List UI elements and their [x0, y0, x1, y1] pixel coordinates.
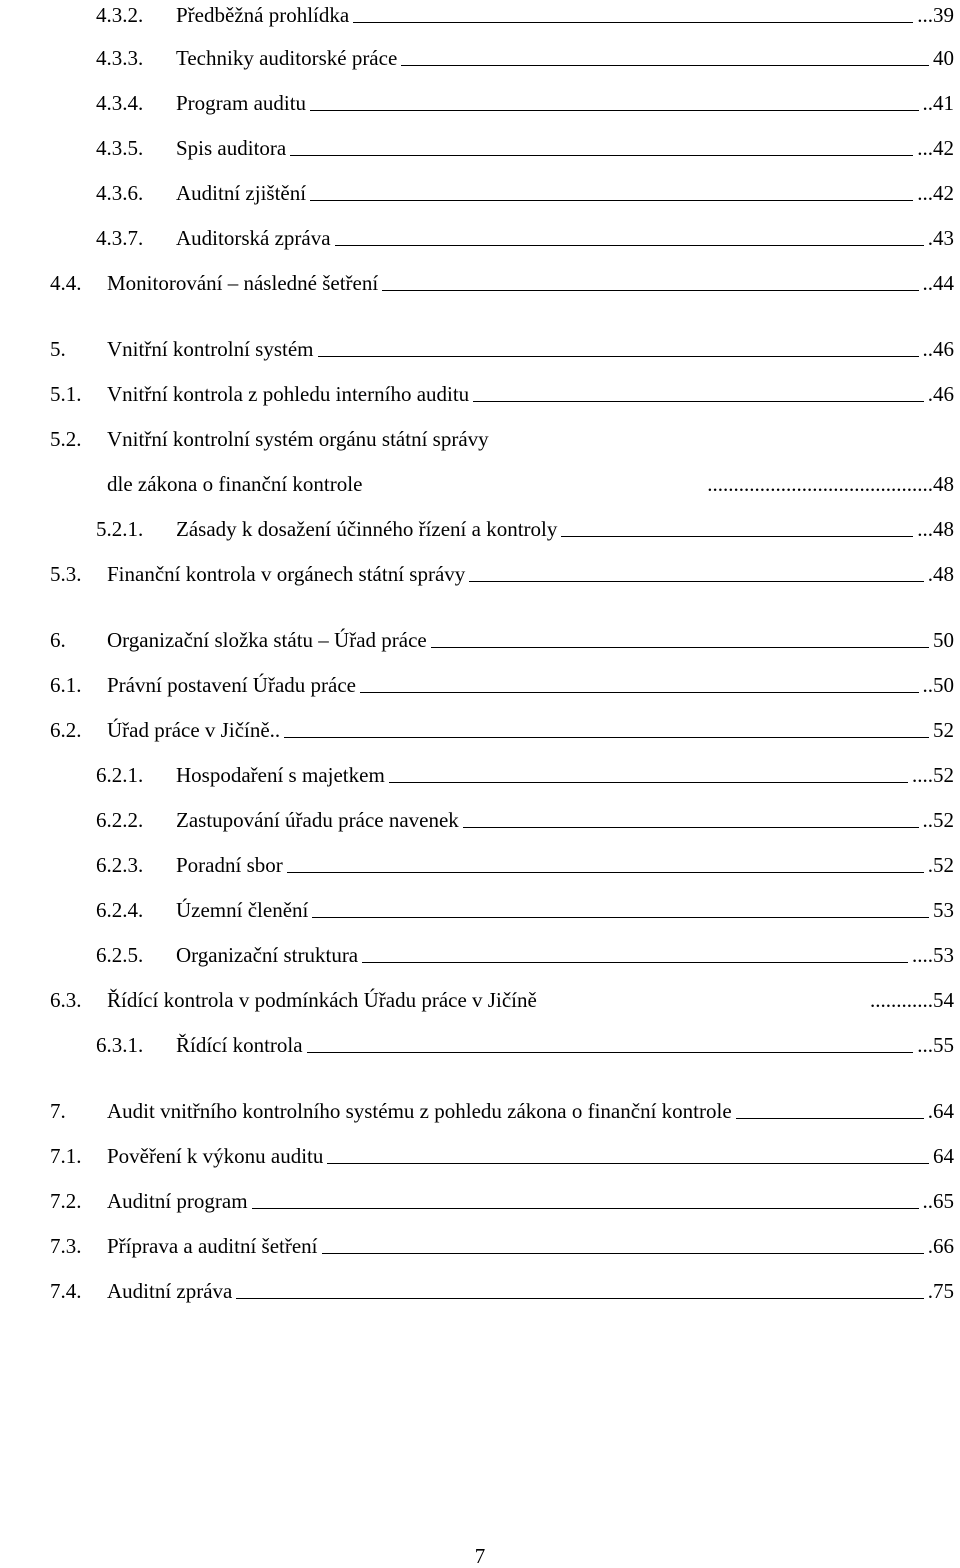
toc-entry[interactable] — [46, 559, 954, 589]
toc-leader-line — [322, 1231, 924, 1254]
toc-entry-page: ..50 — [922, 673, 954, 697]
toc-entry-number: 5.2. — [50, 427, 82, 451]
toc-entry-page: ..65 — [922, 1189, 954, 1213]
toc-entry-title: Organizační složka státu – Úřad práce — [107, 628, 427, 652]
toc-leader-line — [431, 625, 929, 648]
toc-entry-page: ...48 — [917, 517, 954, 541]
toc-entry-page: ....53 — [912, 943, 954, 967]
toc-leader-line — [284, 715, 929, 738]
toc-entry-page: ..52 — [922, 808, 954, 832]
toc-entry-page: 53 — [933, 898, 954, 922]
toc-entry-title: Příprava a auditní šetření — [107, 1234, 318, 1258]
toc-entry-title: Úřad práce v Jičíně.. — [107, 718, 281, 742]
toc-entry-title: Zásady k dosažení účinného řízení a kontroly — [176, 517, 558, 541]
toc-entry-number: 6.2.1. — [96, 763, 144, 787]
toc-entry-title: Vnitřní kontrola z pohledu interního auditu — [107, 382, 470, 406]
toc-entry-number: 6.2.4. — [96, 898, 144, 922]
toc-leader-line — [312, 895, 929, 918]
toc-entry[interactable] — [46, 1141, 954, 1171]
toc-entry-number: 6.3.1. — [96, 1033, 144, 1057]
toc-entry-title: Spis auditora — [176, 136, 287, 160]
toc-leader-line — [290, 133, 913, 156]
toc-leader-line — [389, 760, 908, 783]
toc-entry-number: 5.2.1. — [96, 517, 144, 541]
toc-entry[interactable] — [46, 1186, 954, 1216]
toc-entry[interactable] — [46, 133, 954, 163]
toc-entry[interactable] — [46, 0, 954, 30]
toc-leader-line — [736, 1096, 924, 1119]
toc-entry[interactable] — [46, 940, 954, 970]
toc-entry[interactable] — [46, 715, 954, 745]
toc-entry-number: 5.3. — [50, 562, 82, 586]
toc-entry-page: 52 — [933, 718, 954, 742]
toc-leader-line — [382, 268, 918, 291]
toc-entry-number: 5.1. — [50, 382, 82, 406]
toc-leader-line — [310, 88, 918, 111]
toc-leader-line — [353, 0, 913, 23]
toc-leader-line — [252, 1186, 919, 1209]
toc-entry[interactable] — [46, 850, 954, 880]
toc-entry[interactable] — [46, 1231, 954, 1261]
toc-entry[interactable] — [46, 469, 954, 499]
toc-entry-page: ..46 — [922, 337, 954, 361]
toc-entry-number: 7.3. — [50, 1234, 82, 1258]
toc-entry[interactable] — [46, 88, 954, 118]
toc-entry-page: ............54 — [870, 988, 954, 1012]
toc-entry-title: Řídící kontrola v podmínkách Úřadu práce v Jičíně — [107, 988, 537, 1012]
toc-entry-title: Auditní zjištění — [176, 181, 307, 205]
toc-entry-number: 7.2. — [50, 1189, 82, 1213]
toc-entry-title: Poradní sbor — [176, 853, 283, 877]
toc-entry-page: ..41 — [922, 91, 954, 115]
toc-entry-number: 4.3.3. — [96, 46, 144, 70]
toc-entry-title: Vnitřní kontrolní systém orgánu státní správy — [107, 427, 489, 451]
toc-leader-line — [335, 223, 924, 246]
toc-entry[interactable] — [46, 1276, 954, 1306]
toc-entry-title: Audit vnitřního kontrolního systému z pohledu zákona o finanční kontrole — [107, 1099, 732, 1123]
page-number: 7 — [474, 1544, 486, 1568]
toc-entry-page: ...........................................48 — [707, 472, 954, 496]
toc-entry-title: Pověření k výkonu auditu — [107, 1144, 324, 1168]
toc-entry-title: Monitorování – následné šetření — [107, 271, 379, 295]
toc-entry-page: ....52 — [912, 763, 954, 787]
toc-leader-line — [469, 559, 923, 582]
toc-entry[interactable] — [46, 43, 954, 73]
toc-entry-number: 6.2.3. — [96, 853, 144, 877]
toc-entry-page: 64 — [933, 1144, 954, 1168]
toc-entry-page: 40 — [933, 46, 954, 70]
toc-leader-line — [327, 1141, 929, 1164]
toc-entry-title: Řídící kontrola — [176, 1033, 303, 1057]
toc-entry[interactable] — [46, 1096, 954, 1126]
toc-entry-page: ...39 — [917, 3, 954, 27]
toc-entry-title: Předběžná prohlídka — [176, 3, 350, 27]
toc-entry-page: ..44 — [922, 271, 954, 295]
toc-leader-line — [463, 805, 919, 828]
toc-entry-page: .64 — [927, 1099, 954, 1123]
toc-entry-page: .43 — [927, 226, 954, 250]
toc-entry-title: Techniky auditorské práce — [176, 46, 398, 70]
toc-entry-title: Finanční kontrola v orgánech státní správy — [107, 562, 466, 586]
toc-entry-number: 7.4. — [50, 1279, 82, 1303]
toc-leader-line — [287, 850, 924, 873]
toc-entry-title: Právní postavení Úřadu práce — [107, 673, 356, 697]
toc-entry[interactable] — [46, 223, 954, 253]
toc-entry-number: 6. — [50, 628, 66, 652]
toc-entry[interactable] — [46, 760, 954, 790]
toc-entry[interactable] — [46, 514, 954, 544]
toc-entry-title: Územní členění — [176, 898, 309, 922]
toc-entry-number: 7.1. — [50, 1144, 82, 1168]
toc-entry-title: Vnitřní kontrolní systém — [107, 337, 314, 361]
toc-leader-line — [310, 178, 913, 201]
toc-entry-title: Zastupování úřadu práce navenek — [176, 808, 459, 832]
toc-entry-page: .66 — [927, 1234, 954, 1258]
toc-entry-number: 4.4. — [50, 271, 82, 295]
toc-entry[interactable] — [46, 268, 954, 298]
toc-entry-number: 6.2. — [50, 718, 82, 742]
toc-entry-number: 7. — [50, 1099, 66, 1123]
toc-entry-page: .48 — [927, 562, 954, 586]
toc-entry-number: 6.3. — [50, 988, 82, 1012]
toc-entry-number: 5. — [50, 337, 66, 361]
toc-entry-number: 6.2.2. — [96, 808, 144, 832]
toc-entry[interactable] — [46, 670, 954, 700]
toc-leader-line — [236, 1276, 923, 1299]
toc-entry[interactable] — [46, 178, 954, 208]
toc-entry-page: ...42 — [917, 181, 954, 205]
toc-entry[interactable] — [46, 895, 954, 925]
toc-entry-page: .46 — [927, 382, 954, 406]
toc-entry-title: Auditorská zpráva — [176, 226, 331, 250]
toc-entry[interactable] — [46, 625, 954, 655]
toc-entry-title: Auditní zpráva — [107, 1279, 233, 1303]
toc-entry-title: Organizační struktura — [176, 943, 359, 967]
toc-entry-number: 6.1. — [50, 673, 82, 697]
toc-leader-line — [360, 670, 919, 693]
toc-leader-line — [473, 379, 924, 402]
toc-entry-page: .52 — [927, 853, 954, 877]
toc-entry[interactable] — [46, 1030, 954, 1060]
toc-entry[interactable] — [46, 334, 954, 364]
toc-entry-page: ...42 — [917, 136, 954, 160]
toc-entry[interactable] — [46, 805, 954, 835]
toc-entry-number: 4.3.4. — [96, 91, 144, 115]
toc-leader-line — [561, 514, 913, 537]
toc-entry-number: 4.3.6. — [96, 181, 144, 205]
toc-leader-line — [362, 940, 908, 963]
toc-leader-line — [307, 1030, 914, 1053]
toc-entry-number: 4.3.5. — [96, 136, 144, 160]
toc-entry-page: 50 — [933, 628, 954, 652]
toc-entry-page: .75 — [927, 1279, 954, 1303]
toc-leader-line — [318, 334, 919, 357]
toc-entry-number: 6.2.5. — [96, 943, 144, 967]
toc-entry-title: Auditní program — [107, 1189, 248, 1213]
toc-entry-title: Program auditu — [176, 91, 307, 115]
toc-leader-line — [401, 43, 929, 66]
toc-entry-number: 4.3.2. — [96, 3, 144, 27]
toc-entry-page: ...55 — [917, 1033, 954, 1057]
toc-entry[interactable] — [46, 424, 954, 454]
toc-entry-number: 4.3.7. — [96, 226, 144, 250]
toc-entry[interactable] — [46, 985, 954, 1015]
toc-entry[interactable] — [46, 379, 954, 409]
toc-entry-title: dle zákona o finanční kontrole — [107, 472, 363, 496]
toc-entry-title: Hospodaření s majetkem — [176, 763, 385, 787]
